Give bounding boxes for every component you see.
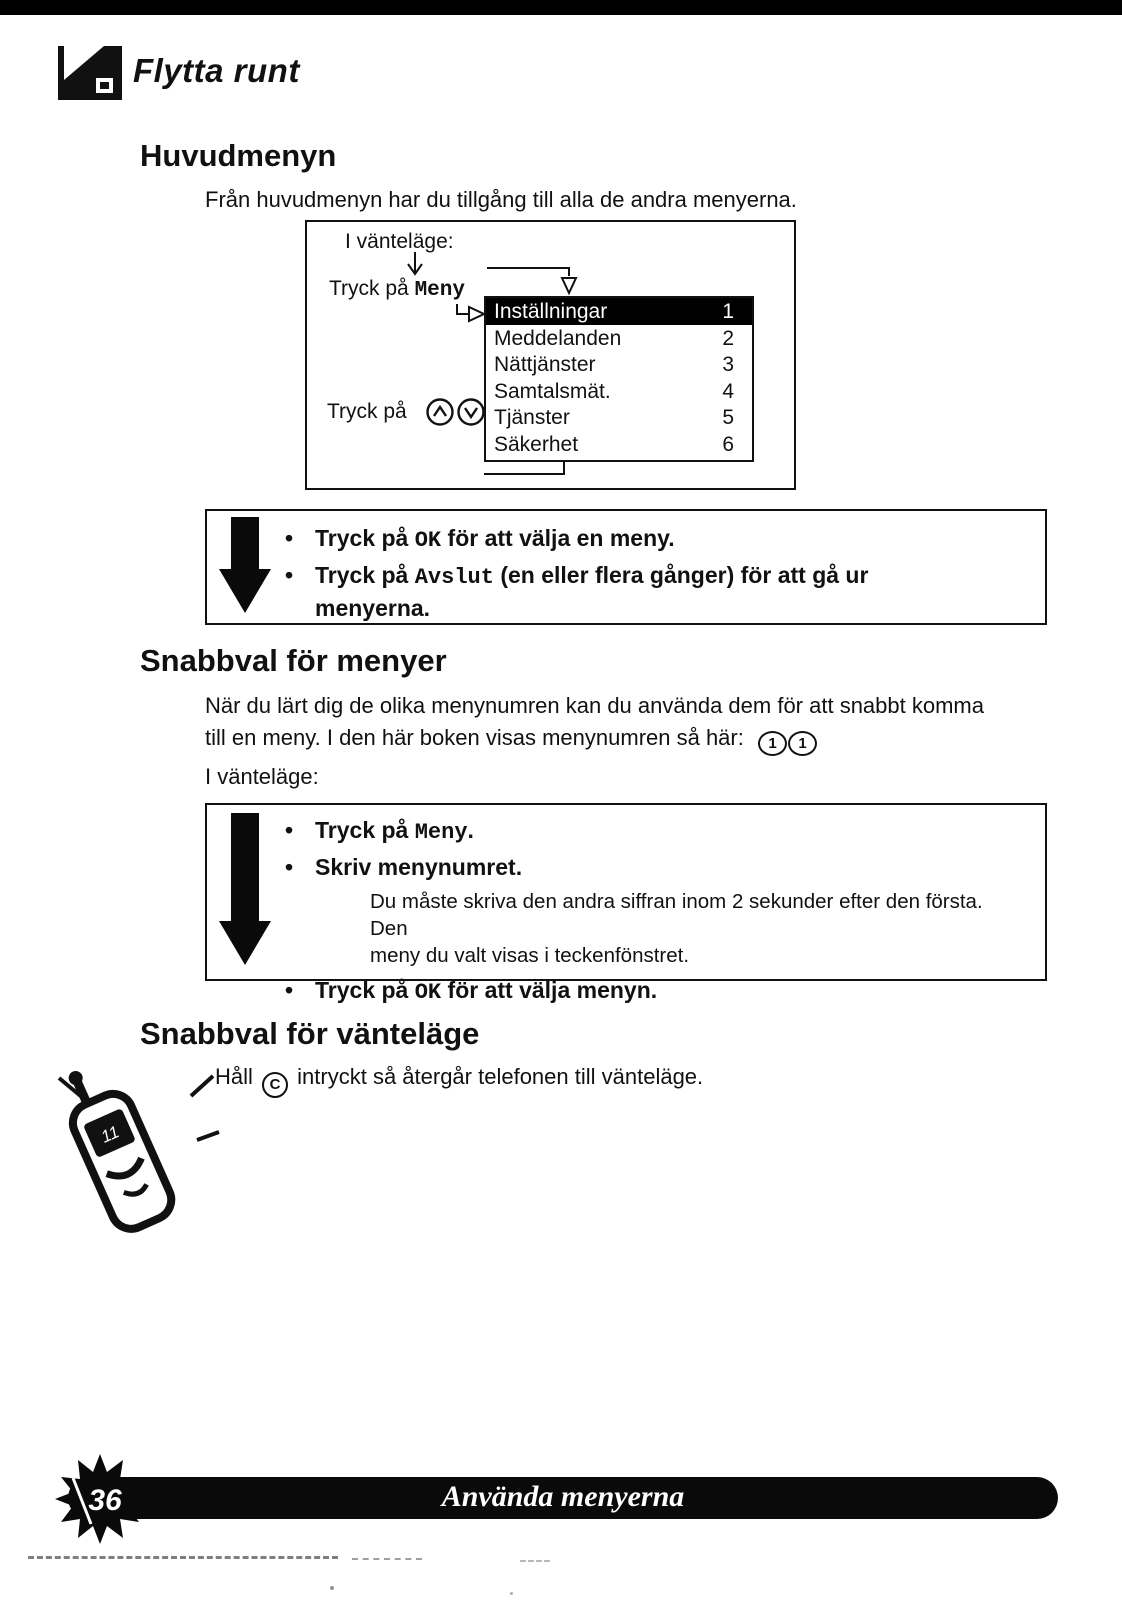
- note-line-2: meny du valt visas i teckenfönstret.: [370, 944, 690, 967]
- step-text-pre: Tryck på: [315, 525, 415, 551]
- menu-item-number: 1: [722, 300, 734, 323]
- step-text: [315, 560, 868, 593]
- standby-text-post: intryckt så återgår telefonen till vänteläge.: [297, 1064, 704, 1089]
- standby-label: I vänteläge:: [345, 230, 454, 253]
- clear-key-icon: C: [262, 1072, 288, 1098]
- step-text-post: för att välja menyn.: [441, 977, 658, 1003]
- big-down-arrow-icon: [219, 813, 271, 969]
- intro-line-1: När du lärt dig de olika menynumren kan du använda dem för att snabbt komma: [205, 693, 984, 718]
- ok-key-label: OK: [414, 528, 442, 553]
- menu-item-number: 6: [722, 432, 734, 456]
- avslut-key-label: Avslut: [414, 565, 494, 590]
- huvudmenyn-intro: Från huvudmenyn har du tillgång till alla de andra menyerna.: [205, 187, 797, 212]
- step-text-post: för att välja en meny.: [441, 525, 675, 551]
- standby-shortcut-text: [215, 1064, 703, 1098]
- bullet-dot: [285, 560, 315, 593]
- scroll-down-icon: [459, 400, 484, 425]
- note-line-1: Du måste skriva den andra siffran inom 2 sekunder efter den första. Den: [370, 890, 983, 940]
- step-text: [315, 815, 474, 848]
- section-heading-snabbval-vantelage: Snabbval för vänteläge: [140, 1016, 480, 1051]
- menu-number-badge-icon: 1: [788, 731, 817, 756]
- menu-item-label: Inställningar: [494, 300, 608, 323]
- chapter-glyph-icon: [58, 46, 122, 100]
- big-down-arrow-icon: [219, 517, 271, 615]
- menu-row-selected: [486, 298, 752, 325]
- menu-row: [486, 351, 752, 378]
- bullet-dot: [285, 815, 315, 848]
- menu-softkey-label: Meny: [414, 279, 465, 302]
- step-text-pre: Tryck på: [315, 977, 415, 1003]
- step-text-post: .: [467, 817, 474, 843]
- phone-menu-list: [484, 296, 754, 462]
- step-press-ok: [285, 975, 1025, 1008]
- step-text-post: (en eller flera gånger) för att gå ur: [493, 562, 869, 588]
- main-menu-diagram: [305, 220, 796, 490]
- scan-artifact-dot: [510, 1592, 513, 1595]
- step-exit-menus-cont: menyerna.: [315, 595, 431, 621]
- scan-artifact-dash: [28, 1556, 338, 1559]
- standby-text-pre: Håll: [215, 1064, 253, 1089]
- press-scroll-label: Tryck på: [327, 400, 407, 423]
- menu-row: [486, 431, 752, 458]
- step-select-menu: [285, 523, 1015, 556]
- svg-text:11: 11: [98, 1122, 123, 1147]
- scroll-keys: [425, 396, 489, 428]
- menu-item-number: 4: [722, 379, 734, 403]
- section-heading-snabbval-menyer: Snabbval för menyer: [140, 643, 447, 678]
- chapter-title: Flytta runt: [133, 52, 300, 89]
- step-text: [315, 975, 657, 1008]
- menu-item-label: Säkerhet: [494, 432, 579, 456]
- bullet-dot: [285, 975, 315, 1008]
- bullet-dot: [285, 523, 315, 556]
- section-heading-huvudmenyn: Huvudmenyn: [140, 138, 337, 173]
- menu-item-label: Tjänster: [494, 406, 570, 429]
- step-note: [370, 888, 1025, 969]
- page-number: 36: [88, 1484, 122, 1517]
- page-number-star: [45, 1452, 155, 1547]
- scan-artifact-dash: [352, 1558, 422, 1560]
- menu-item-label: Samtalsmät.: [494, 379, 611, 403]
- menu-number-badge-icon: 1: [758, 731, 787, 756]
- footer-title: Använda menyerna: [441, 1480, 685, 1513]
- menu-shortcuts-intro: [205, 690, 1055, 756]
- menu-row: [486, 325, 752, 352]
- step-text-pre: Tryck på: [315, 562, 415, 588]
- menu-item-label: Meddelanden: [494, 326, 622, 350]
- bullet-dot: [285, 852, 315, 882]
- step-text-pre: Tryck på: [315, 817, 415, 843]
- step-text: [315, 523, 675, 556]
- scan-artifact-dash: [520, 1560, 550, 1562]
- scroll-up-icon: [428, 400, 453, 425]
- step-text: Skriv menynumret.: [315, 854, 523, 880]
- menu-row: [486, 378, 752, 405]
- phone-illustration: [45, 1048, 230, 1263]
- scan-artifact-dot: [330, 1586, 334, 1590]
- menu-item-label: Nättjänster: [494, 353, 596, 376]
- scan-edge-top: [0, 0, 1122, 15]
- press-menu-text: Tryck på: [329, 277, 409, 300]
- intro-line-2-text: till en meny. I den här boken visas menynumren så här:: [205, 725, 744, 750]
- intro-line-2: [205, 722, 1055, 756]
- menu-item-number: 5: [722, 406, 734, 429]
- step-exit-menus: [285, 560, 1015, 593]
- menu-item-number: 3: [722, 353, 734, 376]
- instruction-box-menu-shortcut: [205, 803, 1047, 1005]
- step-type-number: [285, 852, 1025, 882]
- menu-key-label: Meny: [414, 820, 468, 845]
- menu-item-number: 2: [722, 326, 734, 350]
- step-press-menu: [285, 815, 1025, 848]
- menu-row: [486, 404, 752, 431]
- footer-bar: [68, 1477, 1058, 1519]
- instruction-box-select-menu: [205, 509, 1047, 625]
- ok-key-label: OK: [414, 980, 442, 1005]
- standby-label-2: I vänteläge:: [205, 764, 319, 789]
